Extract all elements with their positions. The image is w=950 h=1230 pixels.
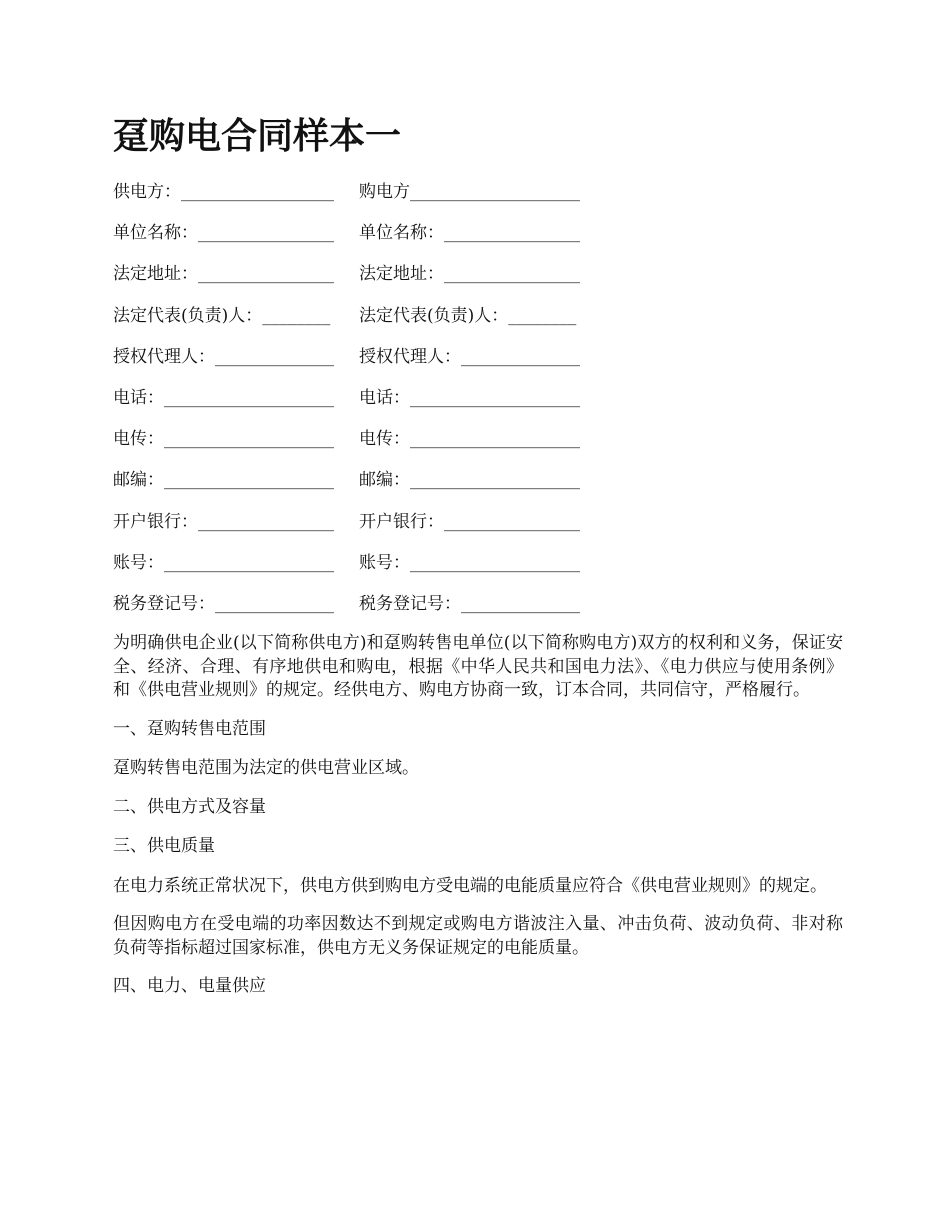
field-row-legal-representative: [113, 303, 843, 344]
section-1-paragraph: 趸购转售电范围为法定的供电营业区域。: [113, 758, 419, 778]
section-2-heading: 二、供电方式及容量: [113, 796, 266, 817]
field-row-telex: [113, 426, 843, 467]
intro-paragraph: 为明确供电企业(以下简称供电方)和趸购转售电单位(以下简称购电方)双方的权利和义务，保证安全、经济、合理、有序地供电和购电，根据《中华人民共和国电力法》、《电力供应与使用条例》和《供电营业规则》的规定。经供电方、购电方协商一致，订本合同，共同信守，严格履行。: [113, 633, 843, 700]
purchaser-legal-address-field: 法定地址：________________: [359, 264, 580, 285]
contract-body: [113, 632, 843, 1015]
field-row-supplier: [113, 179, 843, 220]
page-title: 趸购电合同样本一: [113, 115, 402, 157]
field-row-postcode: [113, 467, 843, 508]
purchaser-telex-field: 电传：____________________: [359, 429, 580, 450]
field-row-account: [113, 550, 843, 591]
purchaser-legal-representative-field: 法定代表(负责)人：________: [359, 305, 577, 326]
section-3-paragraph-1: 在电力系统正常状况下，供电方供到购电方受电端的电能质量应符合《供电营业规则》的规定。: [113, 875, 827, 896]
field-row-authorized-agent: [113, 344, 843, 385]
supplier-legal-representative-field: 法定代表(负责)人：________: [113, 305, 331, 326]
purchaser-unit-name-field: 单位名称：________________: [359, 223, 580, 244]
purchaser-bank-field: 开户银行：________________: [359, 511, 580, 532]
section-3-paragraph-2: 但因购电方在受电端的功率因数达不到规定或购电方谐波注入量、冲击负荷、波动负荷、非对称负荷等指标超过国家标准，供电方无义务保证规定的电能质量。: [113, 914, 843, 958]
supplier-telex-field: 电传：____________________: [113, 429, 334, 450]
supplier-phone-field: 电话：____________________: [113, 387, 334, 408]
supplier-bank-field: 开户银行：________________: [113, 511, 334, 532]
field-row-phone: [113, 385, 843, 426]
section-1-heading: 一、趸购转售电范围: [113, 718, 266, 739]
purchaser-tax-registration-field: 税务登记号：______________: [359, 593, 580, 614]
purchaser-field: 购电方____________________: [359, 182, 580, 202]
field-row-bank: [113, 509, 843, 550]
field-row-unit-name: [113, 220, 843, 261]
section-3-heading: 三、供电质量: [113, 836, 215, 856]
party-info-fields: [113, 179, 843, 632]
purchaser-account-field: 账号：____________________: [359, 552, 580, 573]
supplier-unit-name-field: 单位名称：________________: [113, 223, 334, 244]
supplier-tax-registration-field: 税务登记号：______________: [113, 593, 334, 614]
field-row-legal-address: [113, 261, 843, 302]
purchaser-phone-field: 电话：____________________: [359, 387, 580, 408]
field-row-tax-registration: [113, 591, 843, 632]
supplier-legal-address-field: 法定地址：________________: [113, 264, 334, 285]
supplier-authorized-agent-field: 授权代理人：______________: [113, 346, 334, 367]
purchaser-authorized-agent-field: 授权代理人：______________: [359, 346, 580, 367]
supplier-account-field: 账号：____________________: [113, 552, 334, 573]
section-4-heading: 四、电力、电量供应: [113, 976, 266, 996]
purchaser-postcode-field: 邮编：____________________: [359, 470, 580, 491]
supplier-postcode-field: 邮编：____________________: [113, 470, 334, 491]
supplier-field: 供电方：__________________: [113, 182, 334, 202]
